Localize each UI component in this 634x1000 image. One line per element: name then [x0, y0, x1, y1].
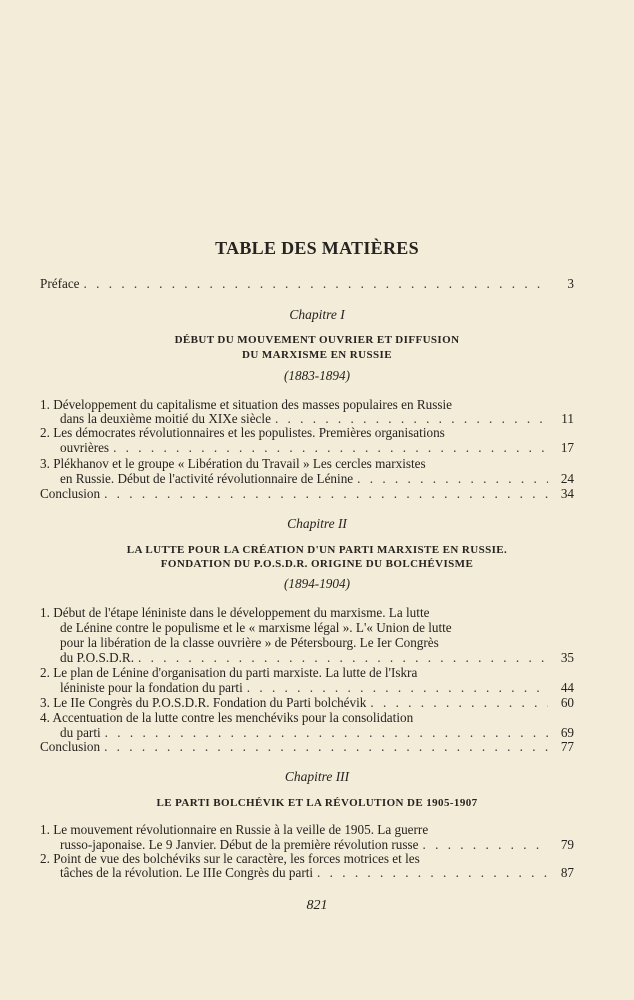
entry-label: dans la deuxième moitié du XIXe siècle — [60, 411, 271, 426]
toc-entry-conclusion[interactable] — [40, 739, 574, 755]
toc-entry-line[interactable]: 2. Le plan de Lénine d'organisation du parti marxiste. La lutte de l'Iskra — [40, 665, 418, 680]
entry-label: russo-japonaise. Le 9 Janvier. Début de la première révolution russe — [60, 837, 419, 852]
chapter-heading: DÉBUT DU MOUVEMENT OUVRIER ET DIFFUSION — [174, 334, 460, 346]
toc-entry-conclusion[interactable] — [40, 486, 574, 502]
toc-entry[interactable] — [40, 865, 574, 881]
toc-entry-preface[interactable] — [40, 276, 574, 292]
entry-page: 44 — [560, 680, 574, 695]
leader-dots — [104, 486, 548, 502]
entry-label: Conclusion — [40, 739, 101, 754]
chapter-heading: LA LUTTE POUR LA CRÉATION D'UN PARTI MARXISTE EN RUSSIE. — [126, 544, 508, 556]
leader-dots — [247, 680, 548, 696]
toc-entry[interactable] — [40, 695, 574, 711]
leader-dots — [104, 739, 548, 755]
page-title: TABLE DES MATIÈRES — [215, 238, 419, 258]
entry-label: léniniste pour la fondation du parti — [60, 680, 243, 695]
entry-page: 35 — [560, 650, 574, 665]
chapter-label: Chapitre I — [289, 307, 345, 322]
entry-page: 69 — [560, 725, 574, 740]
chapter-years: (1894-1904) — [284, 576, 350, 591]
toc-entry[interactable] — [40, 471, 574, 487]
toc-entry-line[interactable]: 2. Les démocrates révolutionnaires et les populistes. Premières organisations — [40, 425, 445, 440]
toc-entry-line[interactable]: 1. Début de l'étape léniniste dans le développement du marxisme. La lutte — [40, 605, 430, 620]
leader-dots — [317, 865, 548, 881]
toc-entry-line[interactable]: 3. Plékhanov et le groupe « Libération du Travail » Les cercles marxistes — [40, 456, 426, 471]
page-number: 821 — [306, 898, 328, 913]
toc-entry-line: de Lénine contre le populisme et le « marxisme légal ». L'« Union de lutte — [60, 620, 452, 635]
entry-label: du P.O.S.D.R. — [60, 650, 135, 665]
toc-entry-line: pour la libération de la classe ouvrière » de Pétersbourg. Le Ier Congrès — [60, 635, 439, 650]
entry-page: 3 — [567, 276, 574, 291]
chapter-heading: DU MARXISME EN RUSSIE — [242, 349, 392, 361]
chapter-years: (1883-1894) — [284, 368, 350, 383]
chapter-heading: FONDATION DU P.O.S.D.R. ORIGINE DU BOLCHÉVISME — [160, 558, 474, 570]
entry-page: 34 — [560, 486, 574, 501]
chapter-label: Chapitre II — [287, 516, 347, 531]
entry-page: 60 — [560, 695, 574, 710]
toc-entry[interactable] — [40, 440, 574, 456]
entry-label: ouvrières — [60, 440, 110, 455]
toc-entry[interactable] — [40, 650, 574, 666]
chapter-heading: LE PARTI BOLCHÉVIK ET LA RÉVOLUTION DE 1905-1907 — [156, 797, 478, 809]
toc-entry-line[interactable]: 1. Le mouvement révolutionnaire en Russie à la veille de 1905. La guerre — [40, 822, 429, 837]
entry-page: 77 — [560, 739, 574, 754]
toc-entry-line[interactable]: 4. Accentuation de la lutte contre les menchéviks pour la consolidation — [40, 710, 414, 725]
entry-page: 11 — [561, 411, 574, 426]
leader-dots — [113, 440, 548, 456]
toc-entry-line[interactable]: 1. Développement du capitalisme et situation des masses populaires en Russie — [40, 397, 453, 412]
entry-page: 17 — [560, 440, 574, 455]
entry-page: 87 — [560, 865, 574, 880]
entry-label: Conclusion — [40, 486, 101, 501]
leader-dots — [370, 695, 548, 711]
entry-page: 79 — [560, 837, 574, 852]
entry-label: Préface — [40, 276, 80, 291]
entry-label: du parti — [60, 725, 101, 740]
leader-dots — [138, 650, 548, 666]
chapter-label: Chapitre III — [284, 769, 350, 784]
leader-dots — [357, 471, 548, 487]
toc-entry[interactable] — [40, 680, 574, 696]
entry-page: 24 — [560, 471, 574, 486]
entry-label: tâches de la révolution. Le IIIe Congrès du parti — [60, 865, 314, 880]
toc-entry-line[interactable]: 2. Point de vue des bolchéviks sur le caractère, les forces motrices et les — [40, 851, 420, 866]
entry-label: en Russie. Début de l'activité révolutionnaire de Lénine — [60, 471, 354, 486]
leader-dots — [84, 276, 548, 292]
entry-label: 3. Le IIe Congrès du P.O.S.D.R. Fondation du Parti bolchévik — [40, 695, 367, 710]
